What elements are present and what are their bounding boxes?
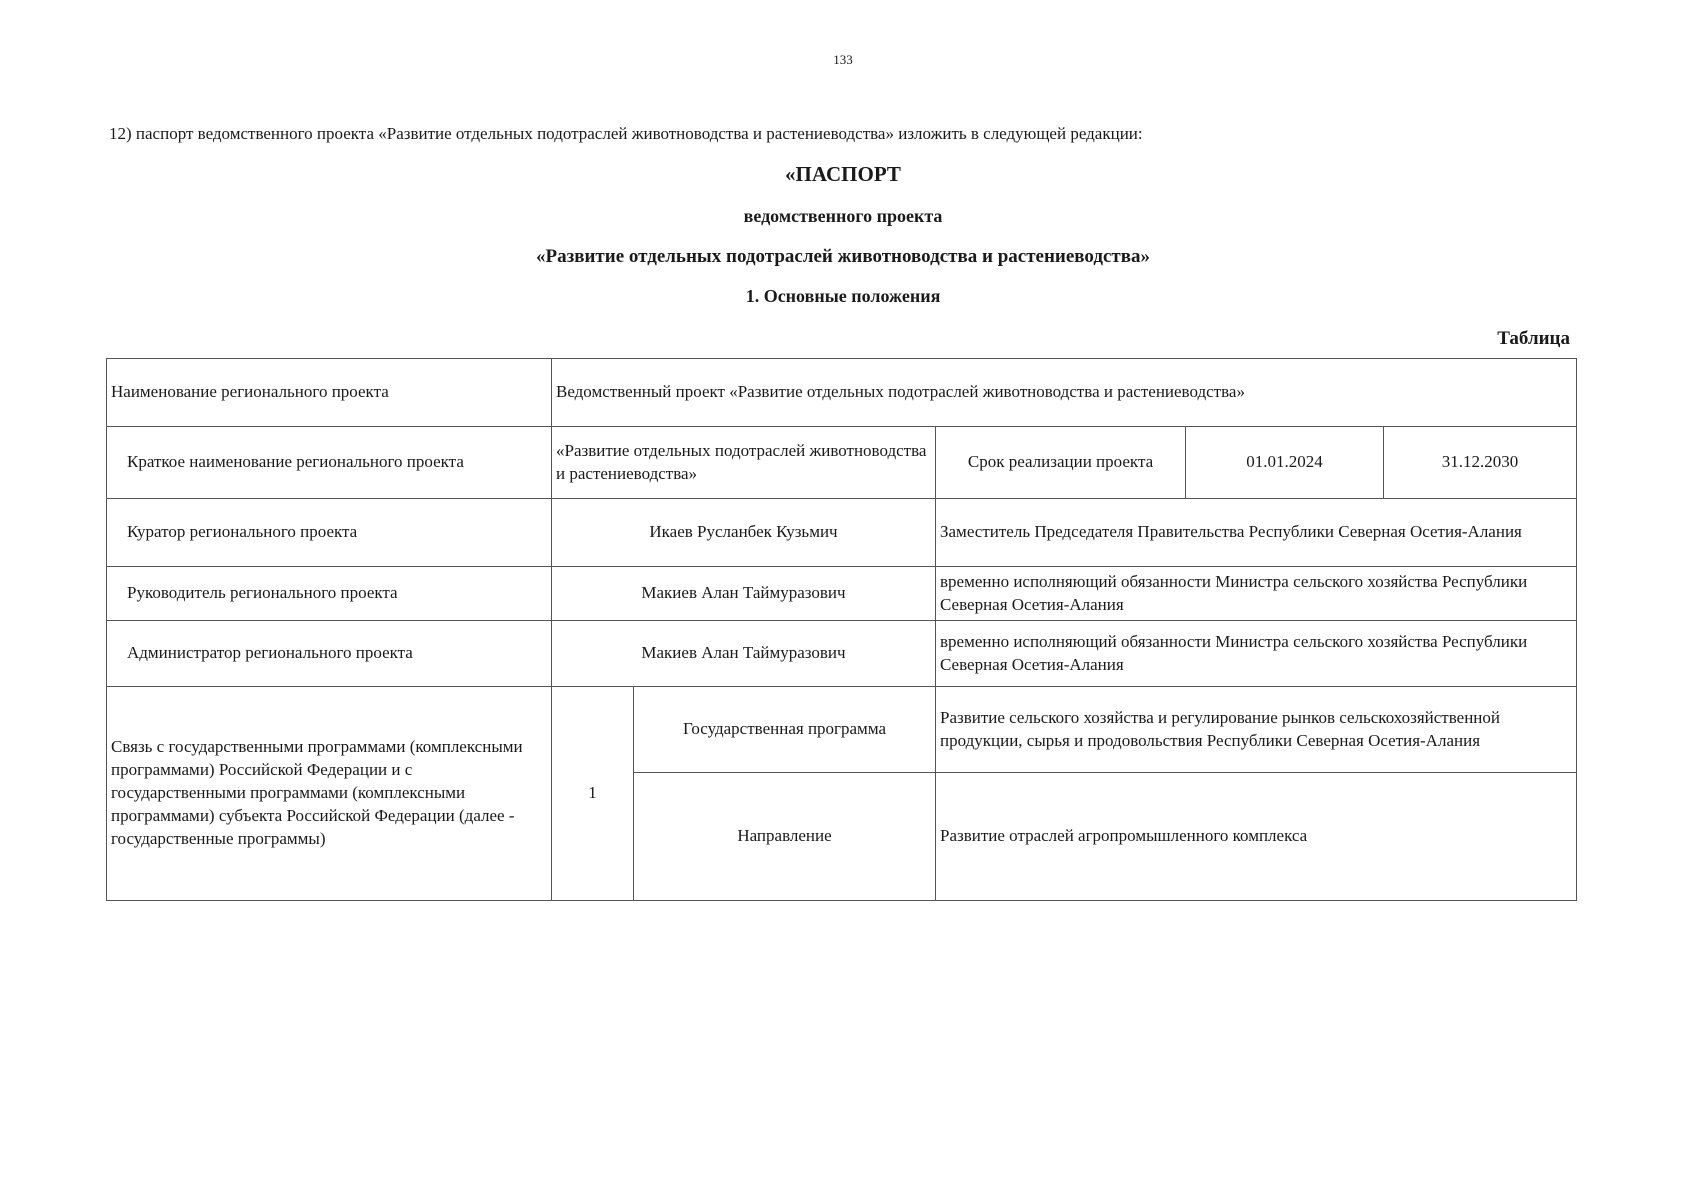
row-label: Руководитель регионального проекта [107,567,552,621]
row-label: Куратор регионального проекта [107,499,552,567]
start-date: 01.01.2024 [1186,427,1384,499]
passport-subtitle: ведомственного проекта [743,206,943,226]
curator-position: Заместитель Председателя Правительства Республики Северная Осетия-Алания [936,499,1577,567]
table-row [107,359,1577,427]
section-title: 1. Основные положения [745,286,941,306]
passport-table [106,358,1577,901]
admin-name: Макиев Алан Таймуразович [552,621,936,687]
project-name-value: Ведомственный проект «Развитие отдельных подотраслей животноводства и растениеводства» [552,359,1577,427]
project-title: «Развитие отдельных подотраслей животноводства и растениеводства» [535,246,1151,267]
table-row [107,567,1577,621]
row-label: Наименование регионального проекта [107,359,552,427]
direction-label: Направление [634,773,936,901]
table-row [107,621,1577,687]
program-number: 1 [552,687,634,901]
row-label: Связь с государственными программами (комплексными программами) Российской Федерации и с государственными программами (комплексными программами) субъекта Российской Федерации (далее - государственные программы) [107,687,552,901]
table-row [107,499,1577,567]
passport-heading: «ПАСПОРТ [785,162,901,186]
curator-name: Икаев Русланбек Кузьмич [552,499,936,567]
admin-position: временно исполняющий обязанности Министра сельского хозяйства Республики Северная Осетия-Алания [936,621,1577,687]
table-row [107,687,1577,773]
table-row [107,427,1577,499]
head-position: временно исполняющий обязанности Министра сельского хозяйства Республики Северная Осетия-Алания [936,567,1577,621]
short-name-value: «Развитие отдельных подотраслей животноводства и растениеводства» [552,427,936,499]
end-date: 31.12.2030 [1384,427,1577,499]
program-label: Государственная программа [634,687,936,773]
period-label: Срок реализации проекта [936,427,1186,499]
table-caption: Таблица [1497,328,1570,349]
row-label: Краткое наименование регионального проекта [107,427,552,499]
page-number: 133 [833,52,853,67]
direction-value: Развитие отраслей агропромышленного комплекса [936,773,1577,901]
intro-paragraph: 12) паспорт ведомственного проекта «Развитие отдельных подотраслей животноводства и растениеводства» изложить в следующей редакции: [109,124,1143,143]
row-label: Администратор регионального проекта [107,621,552,687]
program-value: Развитие сельского хозяйства и регулирование рынков сельскохозяйственной продукции, сырья и продовольствия Республики Северная Осетия-Алания [936,687,1577,773]
head-name: Макиев Алан Таймуразович [552,567,936,621]
